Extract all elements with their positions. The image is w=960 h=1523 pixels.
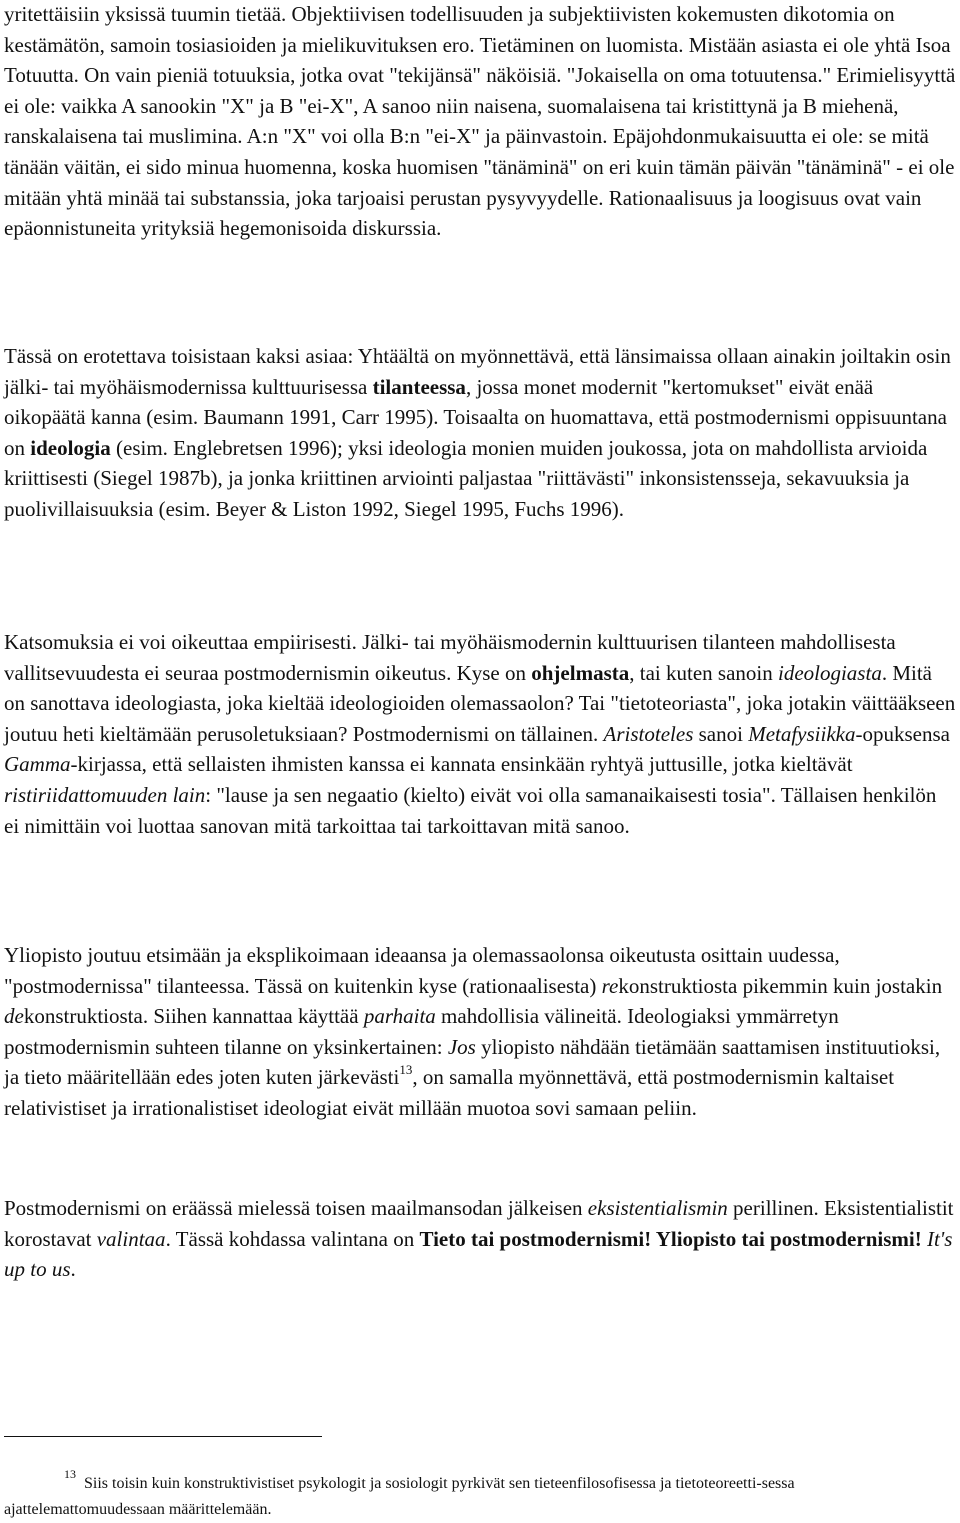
bold-text: ideologia [30,435,111,460]
text-run: mahdollisia välineitä. Ideologiaksi ymmärretyn postmodernismin suhteen tilanne on yksinkertainen: [4,1004,839,1059]
text-run: -kirjassa, että sellaisten ihmisten kanssa ei kannata ensinkään ryhtyä juttusille, jotka kieltävät [70,752,853,777]
body-paragraph-3 [4,627,956,841]
text-run: (esim. Englebretsen 1996); yksi ideologia monien muiden joukossa, jota on mahdollista arvioida kriittisesti (Siegel 1987b), ja jonka kriittinen arviointi paljastaa "riittävästi" inkonsistensseja, sekavuuksia ja puolivillaisuuksia (esim. Beyer & Liston 1992, Siegel 1995, Fuchs 1996). [4,435,928,521]
body-paragraph-2 [4,341,956,525]
italic-text: parhaita [363,1004,436,1029]
text-run: Postmodernismi on eräässä mielessä toisen maailmansodan jälkeisen [4,1196,588,1220]
text-run: , on samalla myönnettävä, että postmodernismin kaltaiset relativistiset ja irrationalistiset ideologiat eivät millään muotoa sovi samaan peliin. [4,1065,895,1120]
text-run: . [70,1257,76,1282]
italic-text: re [601,973,619,998]
text-run: . Mitä on sanottava ideologiasta, joka kieltää ideologioiden olemassaolon? Tai "tietoteoriasta", joka jotakin väittääkseen joutuu heti kieltämään perusoletuksiaan? Postmodernismi on tällainen. [4,660,956,746]
italic-text: ideologiasta [777,660,882,685]
italic-text: Metafysiikka [748,721,856,746]
text-run: yritettäisiin yksissä tuumin tietää. Objektiivisen todellisuuden ja subjektiivisten kokemusten dikotomia on kestämätön, samoin tosiasioiden ja mielikuvituksen ero. Tietäminen on luomista. Mistään asiasta ei ole yhtä Isoa Totuutta. On vain pieniä totuuksia, jotka ovat "tekijänsä" näköisiä. "Jokaisella on oma totuutensa." Erimielisyyttä ei ole: vaikka A sanookin "X" ja B "ei-X", A sanoo niin naisena, suomalaisena tai kristittynä ja B miehenä, ranskalaisena tai muslimina. A:n "X" voi olla B:n "ei-X" ja päinvastoin. Epäjohdonmukaisuutta ei ole: se mitä tänään väitän, ei sido minua huomenna, koska huomisen "tänäminä" on eri kuin tämän päivän "tänäminä" - ei ole mitään yhtä minää tai substanssia, joka tarjoaisi perustan pysyvyydelle. Rationaalisuus ja loogisuus ovat vain epäonnistuneita yrityksiä hegemonisoida diskurssia. [4,2,956,241]
text-run: konstruktiosta. Siihen kannattaa käyttää [23,1004,364,1029]
italic-text: Jos [447,1034,476,1059]
text-run: Tässä on erotettava toisistaan kaksi asiaa: Yhtäältä on myönnettävä, että länsimaissa ollaan ainakin joiltakin osin jälki- tai myöhäismodernissa kulttuurisessa [4,344,951,399]
footnote-text: Siis toisin kuin konstruktivistiset psykologit ja sosiologit pyrkivät sen tieteenfilosofisessa ja tietoteoreetti-sessa ajattelemattomuudessaan määrittelemään. [4,1475,795,1518]
body-paragraph-5 [4,1193,956,1285]
italic-text: ristiriidattomuuden lain [4,782,206,807]
text-run: yliopisto nähdään tietämään saattamisen instituutioksi, ja tieto määritellään edes joten kuten järkevästi [4,1034,941,1090]
text-run: konstruktiosta pikemmin kuin jostakin [618,973,943,998]
italic-text: Aristoteles [603,721,694,746]
footnote-reference: 13 [399,1062,413,1078]
text-run: , jossa monet modernit "kertomukset" eivät enää oikopäätä kanna (esim. Baumann 1991, Carr 1995). Toisaalta on huomattava, että postmodernismi oppisuuntana on [4,374,947,460]
footnote-number: 13 [64,1467,76,1481]
footnote [4,1461,954,1523]
text-run: -opuksensa [855,721,950,746]
bold-text: Tieto tai postmodernismi! Yliopisto tai postmodernismi! [419,1226,922,1251]
text-run: : "lause ja sen negaatio (kielto) eivät voi olla samanaikaisesti tosia". Tällaisen henkilön ei nimittäin voi luottaa sanovan mitä tarkoittaa tai tarkoittavan mitä sanoo. [4,782,937,838]
body-paragraph-1 [4,0,956,244]
bold-text: tilanteessa [372,374,466,399]
body-paragraph-4 [4,940,956,1124]
footnote-divider [4,1436,322,1437]
italic-text: eksistentialismin [587,1196,728,1220]
italic-text: de [4,1004,24,1029]
text-run: sanoi [693,721,749,746]
text-run: perillinen. Eksistentialistit korostavat [4,1196,954,1251]
text-run: , tai kuten sanoin [629,660,778,685]
text-run: Yliopisto joutuu etsimään ja eksplikoimaan ideaansa ja olemassaolonsa oikeutusta osittain uudessa, "postmodernissa" tilanteessa. Tässä on kuitenkin kyse (rationaalisesta) [4,943,840,998]
italic-text: Gamma [4,752,71,777]
text-run: Katsomuksia ei voi oikeuttaa empiirisesti. Jälki- tai myöhäismodernin kulttuurisen tilanteen mahdollisesta vallitsevuudesta ei seuraa postmodernismin oikeutus. Kyse on [4,630,896,685]
italic-text: valintaa [96,1226,166,1251]
italic-text: It's up to us [4,1226,953,1282]
bold-text: ohjelmasta [531,660,630,685]
text-run: . Tässä kohdassa valintana on [165,1226,420,1251]
